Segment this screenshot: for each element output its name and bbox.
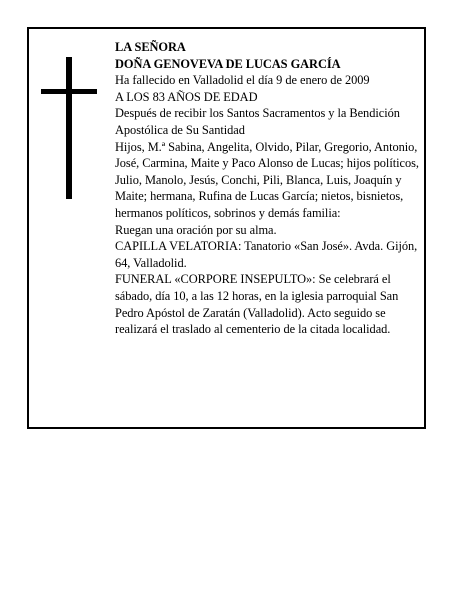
obituary-notice [27, 27, 426, 429]
cross-icon [41, 57, 97, 199]
notice-title: LA SEÑORA [115, 40, 186, 54]
cross-vertical-bar [66, 57, 72, 199]
death-statement: Ha fallecido en Valladolid el día 9 de enero de 2009 [115, 73, 370, 88]
notice-text [115, 39, 427, 338]
family-list: Hijos, M.ª Sabina, Angelita, Olvido, Pilar, Gregorio, Antonio, José, Carmina, Maite y Paco Alonso de Lucas; hijos políticos, Julio, Manolo, Jesús, Conchi, Pili, Blanca, Luis, Joaquín y Maite; hermana, Rufina de Lucas García; nietos, bisnietos, hermanos políticos, sobrinos y demás familia: [115, 139, 419, 220]
prayer-request: Ruegan una oración por su alma. [115, 222, 277, 237]
funeral-info: FUNERAL «CORPORE INSEPULTO»: Se celebrará el sábado, día 10, a las 12 horas, en la iglesia parroquial San Pedro Apóstol de Zaratán (Valladolid). Acto seguido se realizará el traslado al cementerio de la citada localidad. [115, 272, 399, 337]
cross-horizontal-bar [41, 89, 97, 94]
deceased-name: DOÑA GENOVEVA DE LUCAS GARCÍA [115, 56, 341, 71]
sacraments-statement: Después de recibir los Santos Sacramentos y la Bendición Apostólica de Su Santidad [115, 106, 400, 137]
age-statement: A LOS 83 AÑOS DE EDAD [115, 89, 258, 104]
chapel-info: CAPILLA VELATORIA: Tanatorio «San José». Avda. Gijón, 64, Valladolid. [115, 239, 418, 270]
